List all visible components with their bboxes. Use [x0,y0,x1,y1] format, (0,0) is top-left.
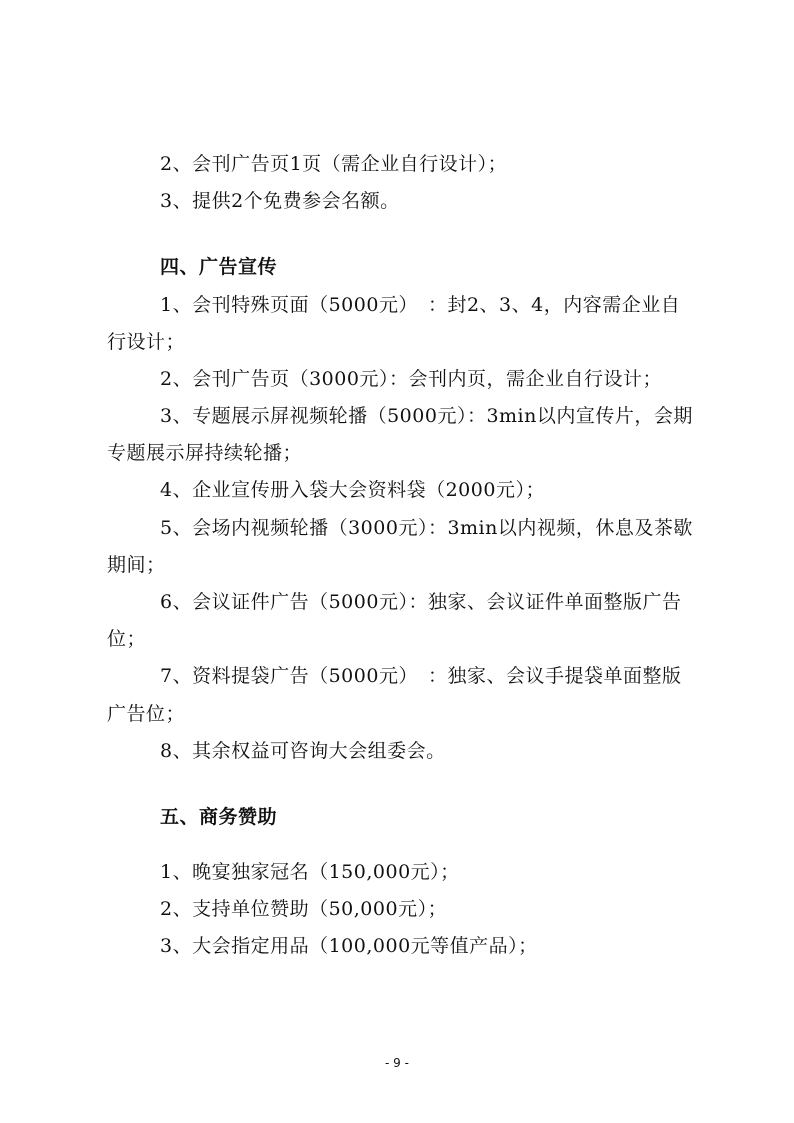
list-item-continuation: 行设计； [107,331,186,353]
list-item-continuation: 广告位； [107,703,186,725]
list-item: 1、晚宴独家冠名（150,000元）； [160,861,460,883]
list-item: 6、会议证件广告（5000元）：独家、会议证件单面整版广告 [160,591,682,613]
list-item: 2、支持单位赞助（50,000元）； [160,898,448,920]
list-item-continuation: 专题展示屏持续轮播； [107,442,303,464]
list-item: 3、大会指定用品（100,000元等值产品）； [160,935,538,957]
list-item: 5、会场内视频轮播（3000元）：3min以内视频，休息及茶歇 [160,517,693,539]
list-item-continuation: 位； [107,628,147,650]
list-item: 1、会刊特殊页面（5000元） ：封2、3、4，内容需企业自 [160,294,681,316]
list-item: 2、会刊广告页（3000元）：会刊内页，需企业自行设计； [160,368,662,390]
section-heading-sponsorship: 五、商务赞助 [160,806,278,828]
list-item: 8、其余权益可咨询大会组委会。 [160,740,446,762]
list-item: 4、企业宣传册入袋大会资料袋（2000元）； [160,479,545,501]
list-item-continuation: 期间； [107,554,166,576]
list-item: 3、提供2个免费参会名额。 [160,190,400,212]
page-number: - 9 - [385,1056,409,1070]
list-item: 7、资料提袋广告（5000元） ：独家、会议手提袋单面整版 [160,665,682,687]
list-item: 2、会刊广告页1页（需企业自行设计）； [160,153,508,175]
list-item: 3、专题展示屏视频轮播（5000元）：3min以内宣传片，会期 [160,405,693,427]
section-heading-advertising: 四、广告宣传 [160,256,278,278]
